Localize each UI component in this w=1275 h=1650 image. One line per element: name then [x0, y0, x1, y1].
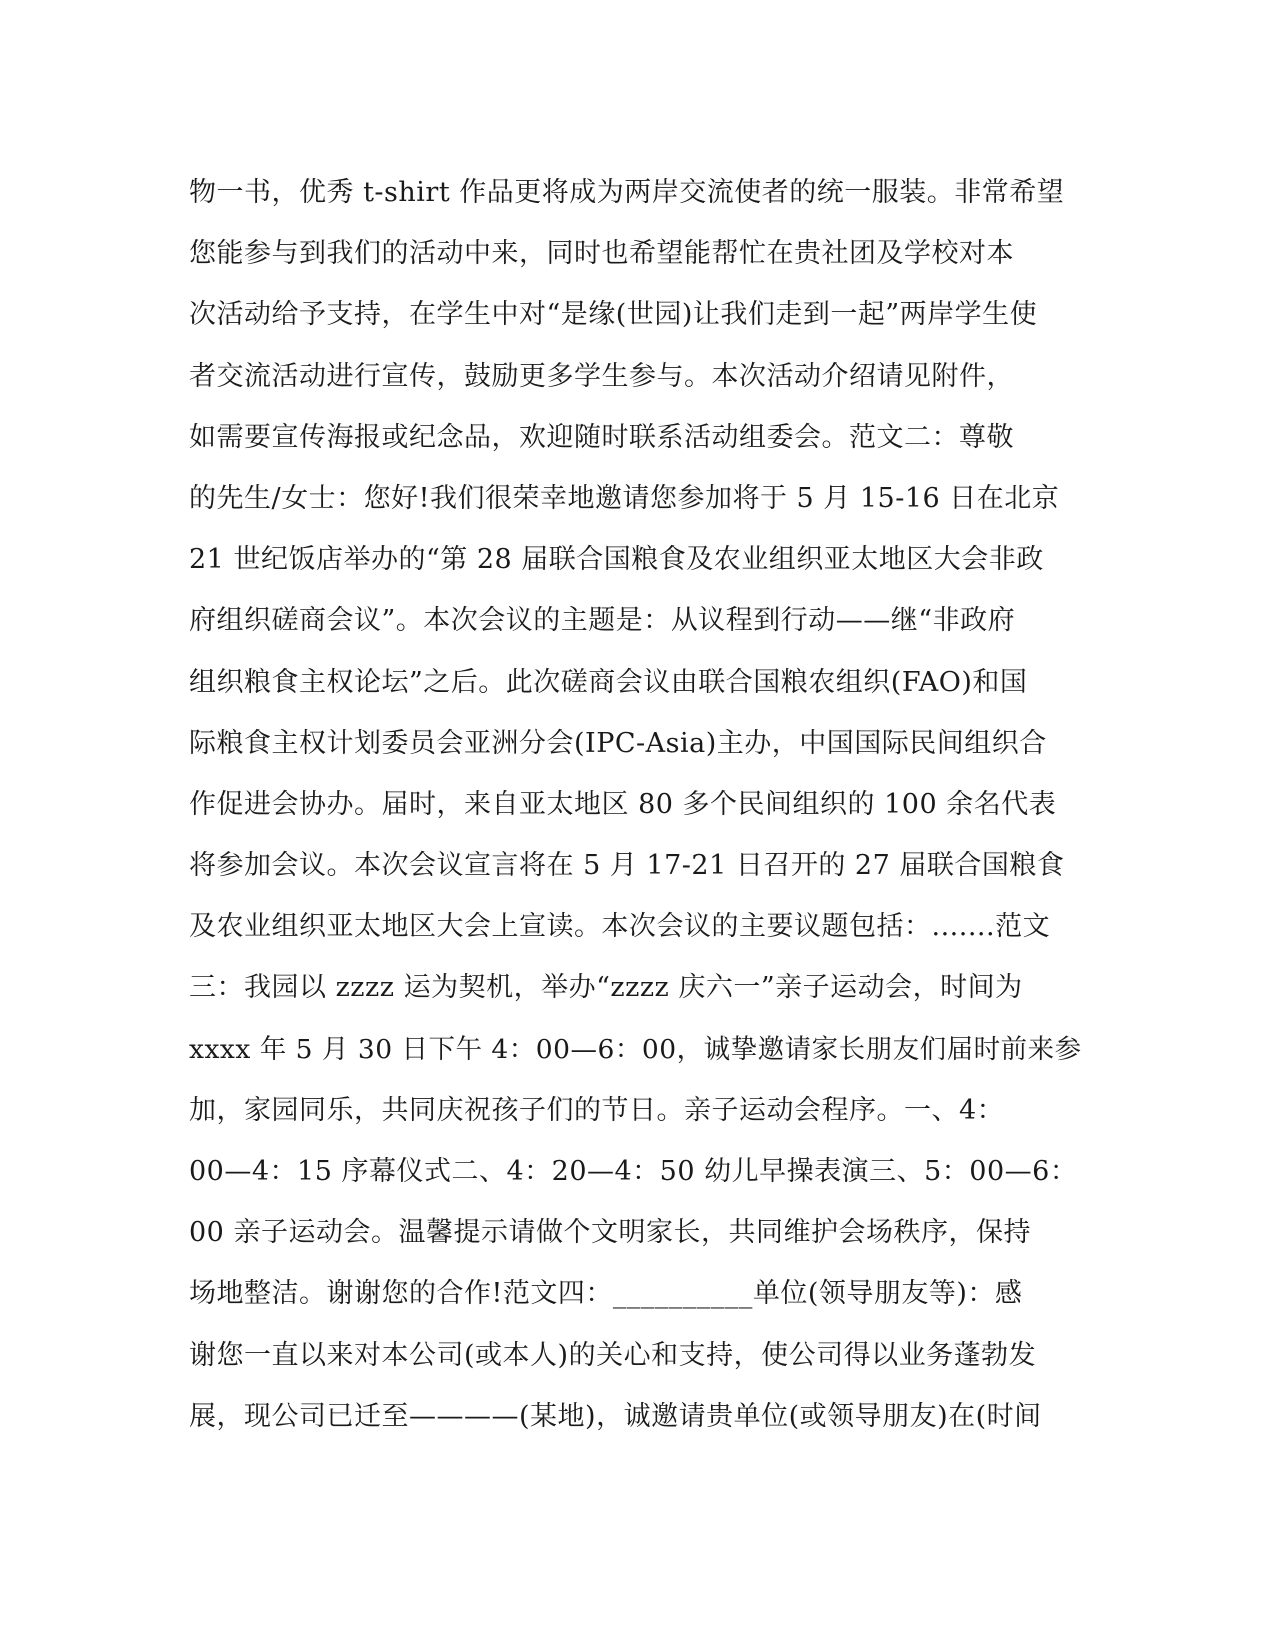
text-line-8: 府组织磋商会议”。本次会议的主题是：从议程到行动——继“非政府: [189, 605, 1016, 637]
text-line-16: 加，家园同乐，共同庆祝孩子们的节日。亲子运动会程序。一、4：: [189, 1094, 1005, 1126]
text-line-15: xxxx 年 5 月 30 日下午 4：00—6：00，诚挚邀请家长朋友们届时前来参: [189, 1033, 1082, 1065]
text-line-2: 您能参与到我们的活动中来，同时也希望能帮忙在贵社团及学校对本: [189, 238, 1014, 270]
text-line-6: 的先生/女士：您好!我们很荣幸地邀请您参加将于 5 月 15-16 日在北京: [189, 482, 1060, 514]
text-line-1: 物一书，优秀 t-shirt 作品更将成为两岸交流使者的统一服装。非常希望: [189, 177, 1065, 208]
text-line-10: 际粮食主权计划委员会亚洲分会(IPC-Asia)主办，中国国际民间组织合: [189, 727, 1047, 759]
text-line-19: 场地整洁。谢谢您的合作!范文四：__________单位(领导朋友等)：感: [189, 1278, 1023, 1310]
text-line-13: 及农业组织亚太地区大会上宣读。本次会议的主要议题包括：.......范文: [189, 911, 1051, 943]
text-line-17: 00—4：15 序幕仪式二、4：20—4：50 幼儿早操表演三、5：00—6：: [189, 1156, 1078, 1187]
text-line-5: 如需要宣传海报或纪念品，欢迎随时联系活动组委会。范文二：尊敬: [189, 421, 1014, 453]
text-line-7: 21 世纪饭店举办的“第 28 届联合国粮食及农业组织亚太地区大会非政: [189, 544, 1044, 576]
text-line-14: 三：我园以 zzzz 运为契机，举办“zzzz 庆六一”亲子运动会，时间为: [189, 972, 1023, 1004]
text-line-20: 谢您一直以来对本公司(或本人)的关心和支持，使公司得以业务蓬勃发: [189, 1339, 1037, 1371]
text-line-12: 将参加会议。本次会议宣言将在 5 月 17-21 日召开的 27 届联合国粮食: [189, 850, 1065, 882]
text-line-4: 者交流活动进行宣传，鼓励更多学生参与。本次活动介绍请见附件，: [189, 360, 1014, 392]
text-line-9: 组织粮食主权论坛”之后。此次磋商会议由联合国粮农组织(FAO)和国: [189, 666, 1028, 698]
text-line-3: 次活动给予支持，在学生中对“是缘(世园)让我们走到一起”两岸学生使: [189, 299, 1038, 331]
text-line-21: 展，现公司已迁至————(某地)，诚邀请贵单位(或领导朋友)在(时间: [189, 1400, 1042, 1432]
text-line-18: 00 亲子运动会。温馨提示请做个文明家长，共同维护会场秩序，保持: [189, 1217, 1031, 1249]
text-line-11: 作促进会协办。届时，来自亚太地区 80 多个民间组织的 100 余名代表: [189, 788, 1057, 820]
body-text: [189, 162, 1089, 1447]
